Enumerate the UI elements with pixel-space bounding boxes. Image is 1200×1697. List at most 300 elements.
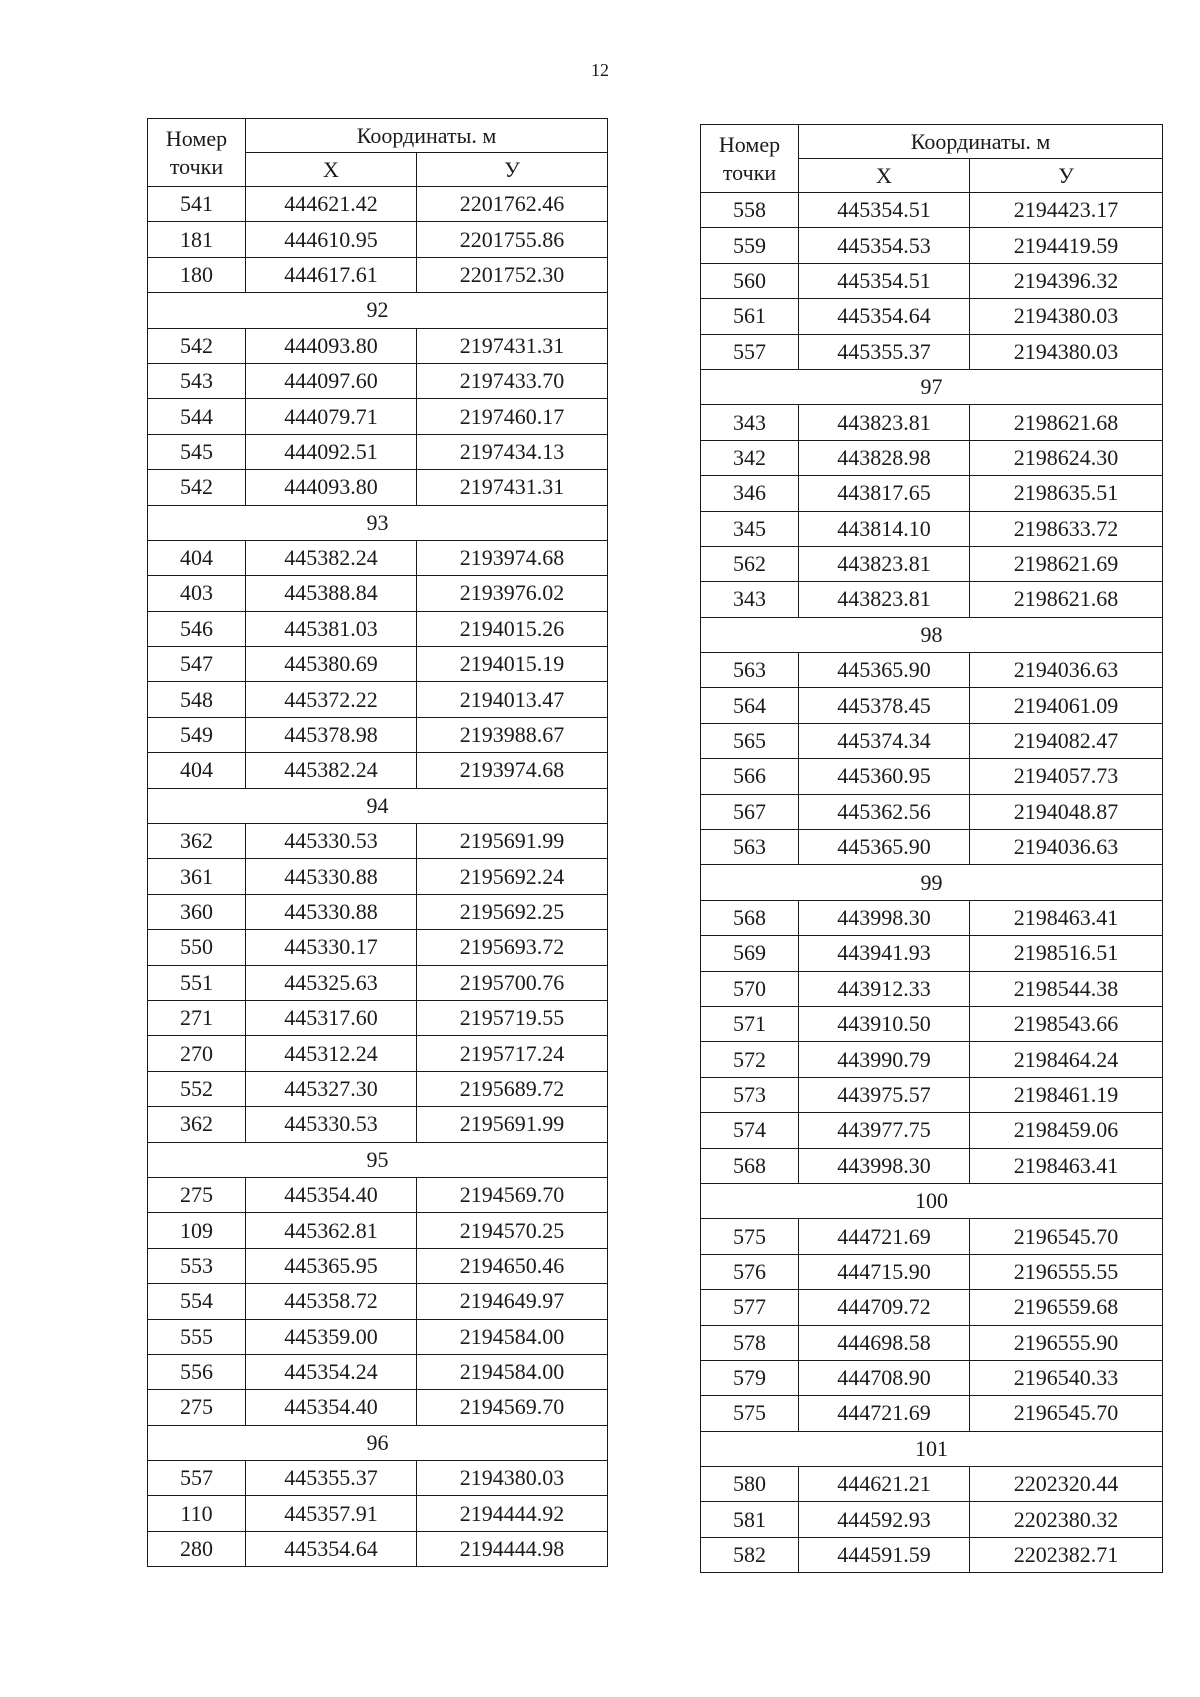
x-coordinate-cell: 443998.30 (799, 1148, 970, 1183)
y-coordinate-cell: 2198543.66 (970, 1006, 1163, 1041)
header-x: X (246, 153, 417, 187)
y-coordinate-cell: 2198621.68 (970, 582, 1163, 617)
table-row (701, 1254, 1163, 1289)
x-coordinate-cell: 443828.98 (799, 440, 970, 475)
x-coordinate-cell: 443990.79 (799, 1042, 970, 1077)
table-row (701, 1325, 1163, 1360)
y-coordinate-cell: 2195689.72 (417, 1071, 608, 1106)
point-number-cell: 573 (701, 1077, 799, 1112)
y-coordinate-cell: 2194380.03 (970, 334, 1163, 369)
section-row (701, 1183, 1163, 1218)
point-number-cell: 561 (701, 299, 799, 334)
table-row (148, 257, 608, 292)
table-row (148, 187, 608, 222)
table-row (701, 971, 1163, 1006)
table-row (148, 1107, 608, 1142)
table-row (148, 1531, 608, 1566)
table-row (701, 1502, 1163, 1537)
table-row (701, 228, 1163, 263)
x-coordinate-cell: 445365.90 (799, 830, 970, 865)
table-row (701, 794, 1163, 829)
y-coordinate-cell: 2202320.44 (970, 1467, 1163, 1502)
point-number-cell: 550 (148, 930, 246, 965)
point-number-cell: 582 (701, 1537, 799, 1572)
section-number: 95 (148, 1142, 608, 1177)
table-row (701, 936, 1163, 971)
x-coordinate-cell: 444621.42 (246, 187, 417, 222)
section-row (148, 293, 608, 328)
x-coordinate-cell: 445362.81 (246, 1213, 417, 1248)
point-number-cell: 275 (148, 1177, 246, 1212)
section-row (701, 617, 1163, 652)
point-number-cell: 552 (148, 1071, 246, 1106)
point-number-cell: 404 (148, 753, 246, 788)
point-number-cell: 563 (701, 653, 799, 688)
y-coordinate-cell: 2194570.25 (417, 1213, 608, 1248)
table-row (701, 1006, 1163, 1041)
table-row (148, 1284, 608, 1319)
table-row (148, 682, 608, 717)
x-coordinate-cell: 445330.17 (246, 930, 417, 965)
point-number-cell: 548 (148, 682, 246, 717)
x-coordinate-cell: 445354.64 (246, 1531, 417, 1566)
section-row (701, 369, 1163, 404)
x-coordinate-cell: 444708.90 (799, 1360, 970, 1395)
x-coordinate-cell: 444721.69 (799, 1396, 970, 1431)
section-row (701, 1431, 1163, 1466)
x-coordinate-cell: 444698.58 (799, 1325, 970, 1360)
point-number-cell: 570 (701, 971, 799, 1006)
point-number-cell: 551 (148, 965, 246, 1000)
point-number-cell: 181 (148, 222, 246, 257)
table-row (701, 299, 1163, 334)
x-coordinate-cell: 445360.95 (799, 759, 970, 794)
point-number-cell: 343 (701, 405, 799, 440)
x-coordinate-cell: 445354.51 (799, 263, 970, 298)
table-row (701, 653, 1163, 688)
point-number-cell: 362 (148, 1107, 246, 1142)
x-coordinate-cell: 444592.93 (799, 1502, 970, 1537)
x-coordinate-cell: 445380.69 (246, 647, 417, 682)
y-coordinate-cell: 2194380.03 (970, 299, 1163, 334)
table-row (701, 1219, 1163, 1254)
y-coordinate-cell: 2194036.63 (970, 830, 1163, 865)
point-number-cell: 275 (148, 1390, 246, 1425)
y-coordinate-cell: 2194569.70 (417, 1390, 608, 1425)
table-row (148, 540, 608, 575)
table-row (701, 1360, 1163, 1395)
table-row (148, 1248, 608, 1283)
table-row (148, 1496, 608, 1531)
x-coordinate-cell: 443941.93 (799, 936, 970, 971)
y-coordinate-cell: 2195691.99 (417, 1107, 608, 1142)
table-row (148, 328, 608, 363)
table-row (148, 434, 608, 469)
point-number-cell: 575 (701, 1396, 799, 1431)
header-coordinates: Координаты. м (246, 119, 608, 153)
header-y: У (970, 159, 1163, 193)
point-number-cell: 571 (701, 1006, 799, 1041)
y-coordinate-cell: 2195691.99 (417, 824, 608, 859)
x-coordinate-cell: 445354.40 (246, 1390, 417, 1425)
point-number-cell: 579 (701, 1360, 799, 1395)
point-number-cell: 566 (701, 759, 799, 794)
x-coordinate-cell: 443912.33 (799, 971, 970, 1006)
table-row (148, 1461, 608, 1496)
y-coordinate-cell: 2201752.30 (417, 257, 608, 292)
point-number-cell: 568 (701, 900, 799, 935)
table-row (701, 511, 1163, 546)
x-coordinate-cell: 445354.53 (799, 228, 970, 263)
y-coordinate-cell: 2198463.41 (970, 900, 1163, 935)
x-coordinate-cell: 445327.30 (246, 1071, 417, 1106)
point-number-cell: 565 (701, 723, 799, 758)
x-coordinate-cell: 444093.80 (246, 470, 417, 505)
y-coordinate-cell: 2197460.17 (417, 399, 608, 434)
x-coordinate-cell: 445355.37 (799, 334, 970, 369)
y-coordinate-cell: 2194423.17 (970, 193, 1163, 228)
y-coordinate-cell: 2194584.00 (417, 1319, 608, 1354)
y-coordinate-cell: 2195717.24 (417, 1036, 608, 1071)
table-row (701, 476, 1163, 511)
header-x: X (799, 159, 970, 193)
y-coordinate-cell: 2194569.70 (417, 1177, 608, 1212)
y-coordinate-cell: 2195692.25 (417, 894, 608, 929)
table-row (148, 611, 608, 646)
y-coordinate-cell: 2193974.68 (417, 540, 608, 575)
y-coordinate-cell: 2194036.63 (970, 653, 1163, 688)
y-coordinate-cell: 2197433.70 (417, 363, 608, 398)
x-coordinate-cell: 443998.30 (799, 900, 970, 935)
y-coordinate-cell: 2197431.31 (417, 470, 608, 505)
x-coordinate-cell: 445362.56 (799, 794, 970, 829)
y-coordinate-cell: 2194015.26 (417, 611, 608, 646)
section-row (148, 505, 608, 540)
y-coordinate-cell: 2201762.46 (417, 187, 608, 222)
x-coordinate-cell: 445365.90 (799, 653, 970, 688)
x-coordinate-cell: 445312.24 (246, 1036, 417, 1071)
table-row (701, 263, 1163, 298)
y-coordinate-cell: 2196555.55 (970, 1254, 1163, 1289)
point-number-cell: 345 (701, 511, 799, 546)
y-coordinate-cell: 2198544.38 (970, 971, 1163, 1006)
point-number-cell: 575 (701, 1219, 799, 1254)
y-coordinate-cell: 2194649.97 (417, 1284, 608, 1319)
header-y: У (417, 153, 608, 187)
table-row (148, 1354, 608, 1389)
table-row (148, 753, 608, 788)
y-coordinate-cell: 2195692.24 (417, 859, 608, 894)
x-coordinate-cell: 443823.81 (799, 405, 970, 440)
header-point-number: Номер точки (148, 119, 246, 187)
table-row (701, 1396, 1163, 1431)
table-row (701, 830, 1163, 865)
point-number-cell: 543 (148, 363, 246, 398)
x-coordinate-cell: 445357.91 (246, 1496, 417, 1531)
table-row (148, 1071, 608, 1106)
point-number-cell: 578 (701, 1325, 799, 1360)
table-row (148, 824, 608, 859)
table-row (701, 1042, 1163, 1077)
x-coordinate-cell: 443977.75 (799, 1113, 970, 1148)
x-coordinate-cell: 444079.71 (246, 399, 417, 434)
y-coordinate-cell: 2198461.19 (970, 1077, 1163, 1112)
point-number-cell: 559 (701, 228, 799, 263)
y-coordinate-cell: 2194650.46 (417, 1248, 608, 1283)
point-number-cell: 557 (148, 1461, 246, 1496)
x-coordinate-cell: 444621.21 (799, 1467, 970, 1502)
table-row (148, 1213, 608, 1248)
y-coordinate-cell: 2194082.47 (970, 723, 1163, 758)
point-number-cell: 558 (701, 193, 799, 228)
section-number: 100 (701, 1183, 1163, 1218)
point-number-cell: 569 (701, 936, 799, 971)
x-coordinate-cell: 445358.72 (246, 1284, 417, 1319)
x-coordinate-cell: 445355.37 (246, 1461, 417, 1496)
table-row (148, 859, 608, 894)
table-row (701, 1290, 1163, 1325)
point-number-cell: 404 (148, 540, 246, 575)
table-row (701, 405, 1163, 440)
point-number-cell: 342 (701, 440, 799, 475)
y-coordinate-cell: 2196545.70 (970, 1396, 1163, 1431)
x-coordinate-cell: 445382.24 (246, 753, 417, 788)
y-coordinate-cell: 2198459.06 (970, 1113, 1163, 1148)
x-coordinate-cell: 443814.10 (799, 511, 970, 546)
section-row (148, 1425, 608, 1460)
y-coordinate-cell: 2198516.51 (970, 936, 1163, 971)
section-row (148, 1142, 608, 1177)
y-coordinate-cell: 2194057.73 (970, 759, 1163, 794)
x-coordinate-cell: 443975.57 (799, 1077, 970, 1112)
y-coordinate-cell: 2194444.92 (417, 1496, 608, 1531)
x-coordinate-cell: 444715.90 (799, 1254, 970, 1289)
x-coordinate-cell: 445354.64 (799, 299, 970, 334)
section-number: 99 (701, 865, 1163, 900)
point-number-cell: 180 (148, 257, 246, 292)
table-row (148, 1319, 608, 1354)
table-row (148, 399, 608, 434)
table-row (148, 965, 608, 1000)
x-coordinate-cell: 444093.80 (246, 328, 417, 363)
point-number-cell: 270 (148, 1036, 246, 1071)
x-coordinate-cell: 445378.45 (799, 688, 970, 723)
table-row (148, 363, 608, 398)
y-coordinate-cell: 2197431.31 (417, 328, 608, 363)
section-number: 98 (701, 617, 1163, 652)
x-coordinate-cell: 445330.88 (246, 894, 417, 929)
point-number-cell: 403 (148, 576, 246, 611)
x-coordinate-cell: 445330.53 (246, 824, 417, 859)
table-row (148, 1390, 608, 1425)
point-number-cell: 360 (148, 894, 246, 929)
section-row (148, 788, 608, 823)
x-coordinate-cell: 445330.88 (246, 859, 417, 894)
y-coordinate-cell: 2194584.00 (417, 1354, 608, 1389)
point-number-cell: 362 (148, 824, 246, 859)
y-coordinate-cell: 2198621.68 (970, 405, 1163, 440)
y-coordinate-cell: 2197434.13 (417, 434, 608, 469)
point-number-cell: 567 (701, 794, 799, 829)
x-coordinate-cell: 443910.50 (799, 1006, 970, 1041)
x-coordinate-cell: 445374.34 (799, 723, 970, 758)
point-number-cell: 110 (148, 1496, 246, 1531)
point-number-cell: 549 (148, 717, 246, 752)
x-coordinate-cell: 445365.95 (246, 1248, 417, 1283)
y-coordinate-cell: 2196555.90 (970, 1325, 1163, 1360)
y-coordinate-cell: 2194048.87 (970, 794, 1163, 829)
y-coordinate-cell: 2194380.03 (417, 1461, 608, 1496)
point-number-cell: 564 (701, 688, 799, 723)
x-coordinate-cell: 445330.53 (246, 1107, 417, 1142)
coordinates-table-left (147, 118, 608, 1567)
x-coordinate-cell: 445325.63 (246, 965, 417, 1000)
y-coordinate-cell: 2193974.68 (417, 753, 608, 788)
header-point-number: Номер точки (701, 125, 799, 193)
point-number-cell: 542 (148, 470, 246, 505)
table-row (148, 222, 608, 257)
point-number-cell: 280 (148, 1531, 246, 1566)
y-coordinate-cell: 2202382.71 (970, 1537, 1163, 1572)
table-row (148, 717, 608, 752)
y-coordinate-cell: 2198635.51 (970, 476, 1163, 511)
y-coordinate-cell: 2194013.47 (417, 682, 608, 717)
y-coordinate-cell: 2198464.24 (970, 1042, 1163, 1077)
point-number-cell: 553 (148, 1248, 246, 1283)
header-coordinates: Координаты. м (799, 125, 1163, 159)
x-coordinate-cell: 444709.72 (799, 1290, 970, 1325)
x-coordinate-cell: 444721.69 (799, 1219, 970, 1254)
page-number: 12 (591, 60, 609, 80)
y-coordinate-cell: 2196559.68 (970, 1290, 1163, 1325)
table-row (701, 440, 1163, 475)
table-row (148, 1000, 608, 1035)
point-number-cell: 572 (701, 1042, 799, 1077)
point-number-cell: 562 (701, 546, 799, 581)
section-number: 92 (148, 293, 608, 328)
x-coordinate-cell: 445359.00 (246, 1319, 417, 1354)
point-number-cell: 581 (701, 1502, 799, 1537)
y-coordinate-cell: 2193988.67 (417, 717, 608, 752)
y-coordinate-cell: 2198463.41 (970, 1148, 1163, 1183)
table-row (148, 647, 608, 682)
y-coordinate-cell: 2198621.69 (970, 546, 1163, 581)
x-coordinate-cell: 445381.03 (246, 611, 417, 646)
x-coordinate-cell: 445354.24 (246, 1354, 417, 1389)
x-coordinate-cell: 444610.95 (246, 222, 417, 257)
table-row (148, 894, 608, 929)
table-row (701, 582, 1163, 617)
point-number-cell: 574 (701, 1113, 799, 1148)
table-row (701, 1537, 1163, 1572)
y-coordinate-cell: 2195700.76 (417, 965, 608, 1000)
point-number-cell: 560 (701, 263, 799, 298)
table-row (148, 1177, 608, 1212)
point-number-cell: 577 (701, 1290, 799, 1325)
y-coordinate-cell: 2195719.55 (417, 1000, 608, 1035)
section-row (701, 865, 1163, 900)
point-number-cell: 576 (701, 1254, 799, 1289)
point-number-cell: 542 (148, 328, 246, 363)
x-coordinate-cell: 445378.98 (246, 717, 417, 752)
point-number-cell: 546 (148, 611, 246, 646)
y-coordinate-cell: 2194396.32 (970, 263, 1163, 298)
point-number-cell: 556 (148, 1354, 246, 1389)
x-coordinate-cell: 444617.61 (246, 257, 417, 292)
table-row (701, 900, 1163, 935)
table-row (701, 1113, 1163, 1148)
point-number-cell: 547 (148, 647, 246, 682)
section-number: 93 (148, 505, 608, 540)
point-number-cell: 580 (701, 1467, 799, 1502)
y-coordinate-cell: 2194444.98 (417, 1531, 608, 1566)
x-coordinate-cell: 444591.59 (799, 1537, 970, 1572)
x-coordinate-cell: 443823.81 (799, 546, 970, 581)
x-coordinate-cell: 444092.51 (246, 434, 417, 469)
table-row (701, 334, 1163, 369)
x-coordinate-cell: 443823.81 (799, 582, 970, 617)
x-coordinate-cell: 444097.60 (246, 363, 417, 398)
y-coordinate-cell: 2194419.59 (970, 228, 1163, 263)
y-coordinate-cell: 2196545.70 (970, 1219, 1163, 1254)
x-coordinate-cell: 445382.24 (246, 540, 417, 575)
y-coordinate-cell: 2196540.33 (970, 1360, 1163, 1395)
x-coordinate-cell: 445317.60 (246, 1000, 417, 1035)
y-coordinate-cell: 2202380.32 (970, 1502, 1163, 1537)
y-coordinate-cell: 2195693.72 (417, 930, 608, 965)
section-number: 94 (148, 788, 608, 823)
coordinates-table-right (700, 124, 1163, 1573)
table-row (148, 930, 608, 965)
y-coordinate-cell: 2194015.19 (417, 647, 608, 682)
point-number-cell: 554 (148, 1284, 246, 1319)
y-coordinate-cell: 2193976.02 (417, 576, 608, 611)
table-row (701, 723, 1163, 758)
y-coordinate-cell: 2194061.09 (970, 688, 1163, 723)
section-number: 101 (701, 1431, 1163, 1466)
table-row (148, 1036, 608, 1071)
y-coordinate-cell: 2198624.30 (970, 440, 1163, 475)
section-number: 96 (148, 1425, 608, 1460)
point-number-cell: 346 (701, 476, 799, 511)
table-row (701, 759, 1163, 794)
y-coordinate-cell: 2201755.86 (417, 222, 608, 257)
x-coordinate-cell: 445388.84 (246, 576, 417, 611)
point-number-cell: 109 (148, 1213, 246, 1248)
point-number-cell: 541 (148, 187, 246, 222)
point-number-cell: 343 (701, 582, 799, 617)
table-row (148, 470, 608, 505)
point-number-cell: 555 (148, 1319, 246, 1354)
table-row (701, 1148, 1163, 1183)
table-row (701, 546, 1163, 581)
y-coordinate-cell: 2198633.72 (970, 511, 1163, 546)
point-number-cell: 545 (148, 434, 246, 469)
x-coordinate-cell: 445354.40 (246, 1177, 417, 1212)
point-number-cell: 361 (148, 859, 246, 894)
point-number-cell: 563 (701, 830, 799, 865)
x-coordinate-cell: 445354.51 (799, 193, 970, 228)
point-number-cell: 271 (148, 1000, 246, 1035)
x-coordinate-cell: 443817.65 (799, 476, 970, 511)
point-number-cell: 557 (701, 334, 799, 369)
point-number-cell: 568 (701, 1148, 799, 1183)
table-row (701, 1467, 1163, 1502)
point-number-cell: 544 (148, 399, 246, 434)
table-row (701, 688, 1163, 723)
x-coordinate-cell: 445372.22 (246, 682, 417, 717)
table-row (701, 193, 1163, 228)
